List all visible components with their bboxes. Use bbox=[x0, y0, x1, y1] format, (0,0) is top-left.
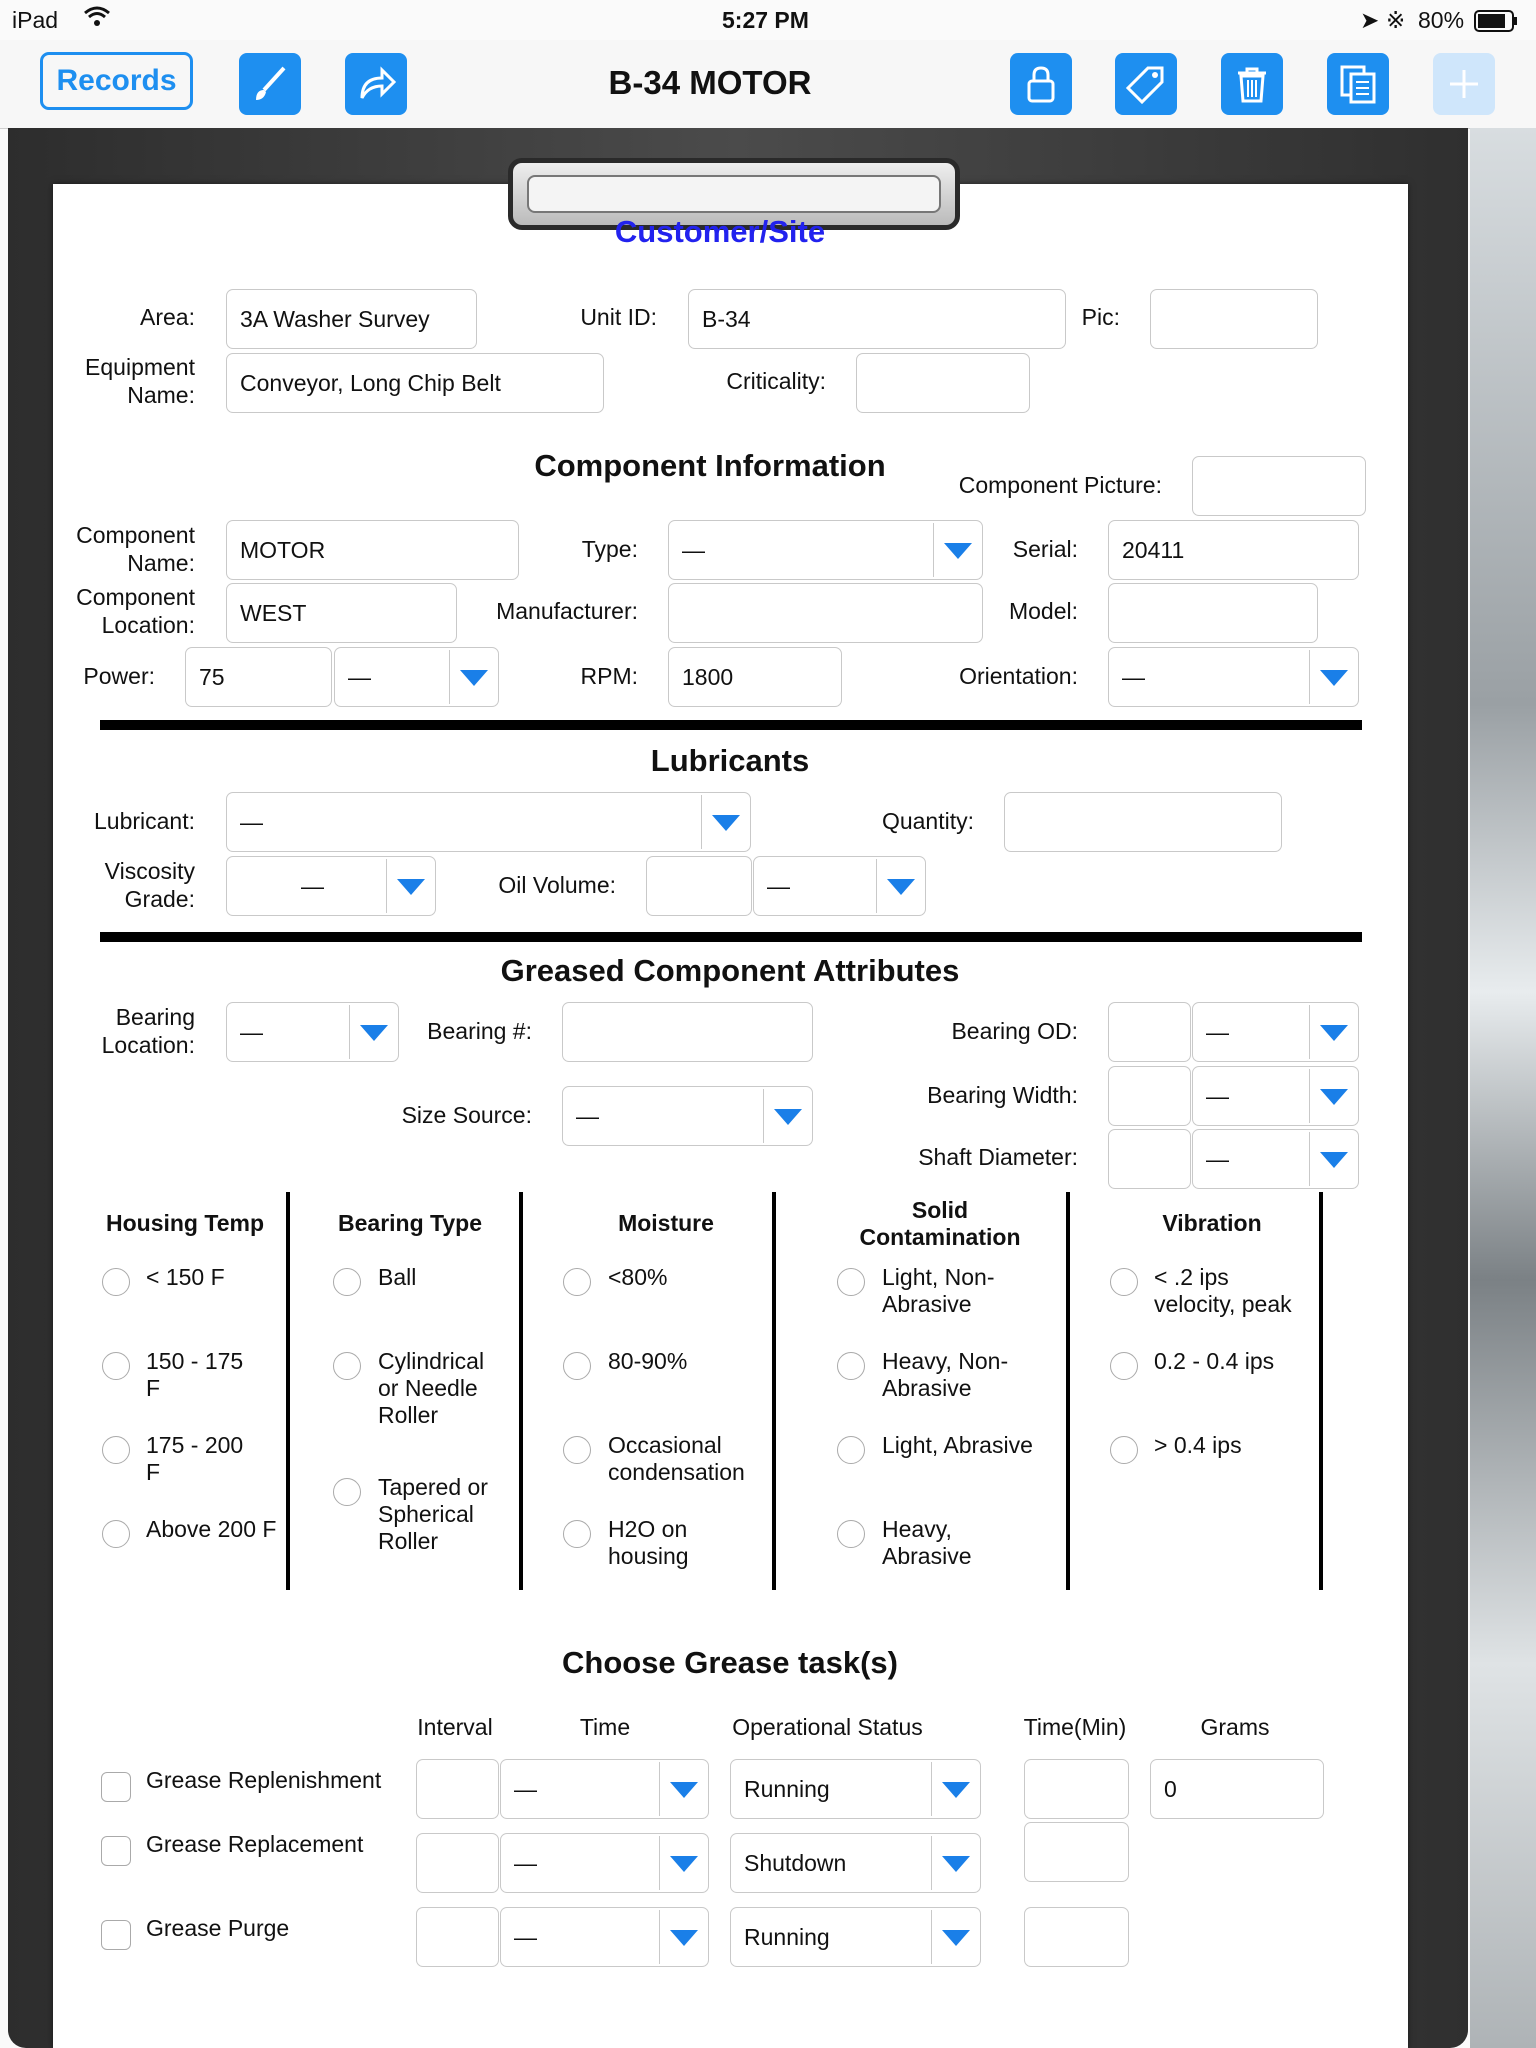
rpm-field[interactable]: 1800 bbox=[668, 647, 842, 707]
chevron-down-icon bbox=[774, 1109, 802, 1125]
vibration-option: 0.2 - 0.4 ips bbox=[1154, 1348, 1275, 1374]
oil-volume-field[interactable] bbox=[646, 856, 752, 916]
bearing-width-field[interactable] bbox=[1108, 1066, 1191, 1126]
type-label: Type: bbox=[581, 536, 638, 562]
radio-button[interactable] bbox=[102, 1520, 130, 1548]
grease-task-label: Grease Replacement bbox=[146, 1831, 364, 1857]
serial-field[interactable]: 20411 bbox=[1108, 520, 1359, 580]
bearing-type-option: Ball bbox=[378, 1264, 417, 1290]
solid-contamination-option: Heavy, Non- Abrasive bbox=[882, 1348, 1009, 1401]
record-title: B-34 MOTOR bbox=[608, 64, 812, 101]
time-dropdown[interactable]: — bbox=[500, 1907, 709, 1967]
radio-button[interactable] bbox=[1110, 1352, 1138, 1380]
orientation-dropdown[interactable]: — bbox=[1108, 647, 1359, 707]
bearing-width-unit-dropdown[interactable]: — bbox=[1192, 1066, 1359, 1126]
wifi-icon bbox=[84, 6, 110, 34]
radio-button[interactable] bbox=[837, 1520, 865, 1548]
radio-button[interactable] bbox=[333, 1268, 361, 1296]
plus-icon bbox=[1433, 53, 1495, 115]
interval-column-header: Interval bbox=[417, 1714, 493, 1740]
brush-icon[interactable] bbox=[239, 53, 301, 115]
vibration-option: > 0.4 ips bbox=[1154, 1432, 1242, 1458]
vibration-option: < .2 ips velocity, peak bbox=[1154, 1264, 1292, 1317]
area-label: Area: bbox=[140, 304, 195, 330]
component-name-field[interactable]: MOTOR bbox=[226, 520, 519, 580]
battery-icon bbox=[1474, 10, 1518, 38]
operational-status-column-header: Operational Status bbox=[732, 1714, 923, 1740]
manufacturer-field[interactable] bbox=[668, 583, 983, 643]
pic-label: Pic: bbox=[1081, 304, 1120, 330]
chevron-down-icon bbox=[670, 1782, 698, 1798]
chevron-down-icon bbox=[397, 879, 425, 895]
lubricants-heading: Lubricants bbox=[650, 743, 810, 778]
moisture-heading: Moisture bbox=[618, 1210, 714, 1236]
bearing-od-unit-dropdown[interactable]: — bbox=[1192, 1002, 1359, 1062]
chevron-down-icon bbox=[1320, 1152, 1348, 1168]
lubricant-dropdown[interactable]: — bbox=[226, 792, 751, 852]
radio-button[interactable] bbox=[102, 1352, 130, 1380]
pic-field[interactable] bbox=[1150, 289, 1318, 349]
background-photo bbox=[1470, 128, 1536, 2048]
oil-volume-label: Oil Volume: bbox=[498, 872, 616, 898]
housing-temp-option: 175 - 200 F bbox=[146, 1432, 244, 1485]
radio-button[interactable] bbox=[102, 1436, 130, 1464]
rpm-label: RPM: bbox=[580, 663, 638, 689]
power-label: Power: bbox=[83, 663, 155, 689]
column-divider bbox=[519, 1192, 523, 1590]
moisture-option: <80% bbox=[608, 1264, 668, 1290]
device-label: iPad bbox=[12, 7, 59, 33]
time-column-header: Time bbox=[579, 1714, 631, 1740]
orientation-label: Orientation: bbox=[959, 663, 1078, 689]
records-button[interactable]: Records bbox=[40, 52, 193, 110]
operational-status-dropdown[interactable]: Running bbox=[730, 1907, 981, 1967]
interval-field[interactable] bbox=[416, 1759, 499, 1819]
quantity-label: Quantity: bbox=[881, 808, 974, 834]
chevron-down-icon bbox=[944, 543, 972, 559]
area-field[interactable]: 3A Washer Survey bbox=[226, 289, 477, 349]
grease-task-label: Grease Replenishment bbox=[146, 1767, 382, 1793]
component-location-label: Component Location: bbox=[76, 584, 195, 638]
radio-button[interactable] bbox=[563, 1436, 591, 1464]
solid-contamination-option: Light, Abrasive bbox=[882, 1432, 1033, 1458]
bearing-number-label: Bearing #: bbox=[427, 1018, 532, 1044]
vibration-heading: Vibration bbox=[1162, 1210, 1262, 1236]
trash-icon[interactable] bbox=[1221, 53, 1283, 115]
component-picture-field[interactable] bbox=[1192, 456, 1366, 516]
chevron-down-icon bbox=[942, 1782, 970, 1798]
grease-tasks-heading: Choose Grease task(s) bbox=[562, 1645, 898, 1680]
chevron-down-icon bbox=[1320, 1089, 1348, 1105]
greased-attributes-heading: Greased Component Attributes bbox=[500, 953, 960, 988]
interval-field[interactable] bbox=[416, 1833, 499, 1893]
lubricant-label: Lubricant: bbox=[93, 808, 195, 834]
viscosity-grade-dropdown[interactable]: — bbox=[226, 856, 436, 916]
location-arrow-icon: ➤ bbox=[1360, 7, 1380, 33]
time-min-column-header: Time(Min) bbox=[1023, 1714, 1127, 1740]
next-page-arrow-icon[interactable] bbox=[906, 2004, 982, 2043]
equipment-name-label: Equipment Name: bbox=[85, 354, 195, 408]
moisture-option: H2O on housing bbox=[608, 1516, 689, 1569]
time-min-field[interactable] bbox=[1024, 1907, 1129, 1967]
customer-site-heading: Customer/Site bbox=[614, 214, 826, 249]
viscosity-grade-label: Viscosity Grade: bbox=[104, 858, 195, 912]
toolbar bbox=[0, 40, 1536, 129]
radio-button[interactable] bbox=[837, 1436, 865, 1464]
grams-field[interactable]: 0 bbox=[1150, 1759, 1324, 1819]
shaft-diameter-label: Shaft Diameter: bbox=[918, 1144, 1078, 1170]
operational-status-dropdown[interactable]: Running bbox=[730, 1759, 981, 1819]
radio-button[interactable] bbox=[563, 1520, 591, 1548]
housing-temp-option: Above 200 F bbox=[146, 1516, 277, 1542]
chevron-down-icon bbox=[460, 670, 488, 686]
bearing-location-label: Bearing Location: bbox=[101, 1004, 195, 1058]
bearing-type-option: Tapered or Spherical Roller bbox=[378, 1474, 488, 1554]
column-divider bbox=[1319, 1192, 1323, 1590]
status-bar bbox=[0, 0, 1536, 40]
unit-id-label: Unit ID: bbox=[580, 304, 657, 330]
type-dropdown[interactable]: — bbox=[668, 520, 983, 580]
bluetooth-icon: ※ bbox=[1386, 7, 1406, 33]
component-info-heading: Component Information bbox=[534, 448, 886, 483]
radio-button[interactable] bbox=[563, 1268, 591, 1296]
copy-document-icon[interactable] bbox=[1327, 53, 1389, 115]
chevron-down-icon bbox=[942, 1856, 970, 1872]
quantity-field[interactable] bbox=[1004, 792, 1282, 852]
radio-button[interactable] bbox=[837, 1352, 865, 1380]
moisture-option: Occasional condensation bbox=[608, 1432, 745, 1485]
chevron-down-icon bbox=[942, 1930, 970, 1946]
serial-label: Serial: bbox=[1012, 536, 1078, 562]
oil-volume-unit-dropdown[interactable]: — bbox=[753, 856, 926, 916]
share-arrow-icon[interactable] bbox=[345, 53, 407, 115]
solid-contamination-option: Heavy, Abrasive bbox=[882, 1516, 972, 1569]
chevron-down-icon bbox=[887, 879, 915, 895]
time-dropdown[interactable]: — bbox=[500, 1833, 709, 1893]
solid-contamination-heading: Solid Contamination bbox=[859, 1197, 1021, 1250]
chevron-down-icon bbox=[1320, 670, 1348, 686]
bearing-od-label: Bearing OD: bbox=[951, 1018, 1078, 1044]
component-picture-label: Component Picture: bbox=[958, 472, 1162, 498]
bearing-od-field[interactable] bbox=[1108, 1002, 1191, 1062]
bearing-type-heading: Bearing Type bbox=[338, 1210, 482, 1236]
time-dropdown[interactable]: — bbox=[500, 1759, 709, 1819]
radio-button[interactable] bbox=[102, 1268, 130, 1296]
chevron-down-icon bbox=[670, 1856, 698, 1872]
grease-replacement-checkbox[interactable] bbox=[101, 1836, 131, 1866]
section-divider bbox=[100, 932, 1362, 942]
shaft-diameter-field[interactable] bbox=[1108, 1129, 1191, 1189]
clock: 5:27 PM bbox=[722, 7, 809, 33]
model-field[interactable] bbox=[1108, 583, 1318, 643]
column-divider bbox=[1066, 1192, 1070, 1590]
power-field[interactable]: 75 bbox=[185, 647, 332, 707]
component-name-label: Component Name: bbox=[76, 522, 195, 576]
housing-temp-heading: Housing Temp bbox=[105, 1210, 264, 1236]
lock-icon[interactable] bbox=[1010, 53, 1072, 115]
radio-button[interactable] bbox=[837, 1268, 865, 1296]
bearing-width-label: Bearing Width: bbox=[927, 1082, 1078, 1108]
radio-button[interactable] bbox=[333, 1478, 361, 1506]
bearing-number-field[interactable] bbox=[562, 1002, 813, 1062]
component-location-field[interactable]: WEST bbox=[226, 583, 457, 643]
size-source-dropdown[interactable]: — bbox=[562, 1086, 813, 1146]
grease-purge-checkbox[interactable] bbox=[101, 1920, 131, 1950]
moisture-option: 80-90% bbox=[608, 1348, 688, 1374]
tag-icon[interactable] bbox=[1115, 53, 1177, 115]
chevron-down-icon bbox=[712, 815, 740, 831]
page-indicator: Page 1 of 2 bbox=[690, 2004, 830, 2034]
grease-task-label: Grease Purge bbox=[146, 1915, 290, 1941]
time-min-field[interactable] bbox=[1024, 1822, 1129, 1882]
interval-field[interactable] bbox=[416, 1907, 499, 1967]
radio-button[interactable] bbox=[333, 1352, 361, 1380]
size-source-label: Size Source: bbox=[401, 1102, 532, 1128]
operational-status-dropdown[interactable]: Shutdown bbox=[730, 1833, 981, 1893]
radio-button[interactable] bbox=[1110, 1268, 1138, 1296]
housing-temp-option: 150 - 175 F bbox=[146, 1348, 244, 1401]
criticality-label: Criticality: bbox=[726, 368, 826, 394]
solid-contamination-option: Light, Non- Abrasive bbox=[882, 1264, 995, 1317]
model-label: Model: bbox=[1008, 598, 1078, 624]
unit-id-field[interactable]: B-34 bbox=[688, 289, 1066, 349]
equipment-name-field[interactable]: Conveyor, Long Chip Belt bbox=[226, 353, 604, 413]
column-divider bbox=[772, 1192, 776, 1590]
power-unit-dropdown[interactable]: — bbox=[334, 647, 499, 707]
column-divider bbox=[286, 1192, 290, 1590]
chevron-down-icon bbox=[360, 1025, 388, 1041]
criticality-field[interactable] bbox=[856, 353, 1030, 413]
manufacturer-label: Manufacturer: bbox=[496, 598, 638, 624]
chevron-down-icon bbox=[1320, 1025, 1348, 1041]
section-divider bbox=[100, 720, 1362, 730]
housing-temp-option: < 150 F bbox=[146, 1264, 225, 1290]
grease-replenishment-checkbox[interactable] bbox=[101, 1772, 131, 1802]
battery-percent: 80% bbox=[1418, 7, 1465, 33]
chevron-down-icon bbox=[670, 1930, 698, 1946]
shaft-diameter-unit-dropdown[interactable]: — bbox=[1192, 1129, 1359, 1189]
bearing-location-dropdown[interactable]: — bbox=[226, 1002, 399, 1062]
radio-button[interactable] bbox=[563, 1352, 591, 1380]
radio-button[interactable] bbox=[1110, 1436, 1138, 1464]
time-min-field[interactable] bbox=[1024, 1759, 1129, 1819]
grams-column-header: Grams bbox=[1200, 1714, 1270, 1740]
bearing-type-option: Cylindrical or Needle Roller bbox=[378, 1348, 485, 1428]
